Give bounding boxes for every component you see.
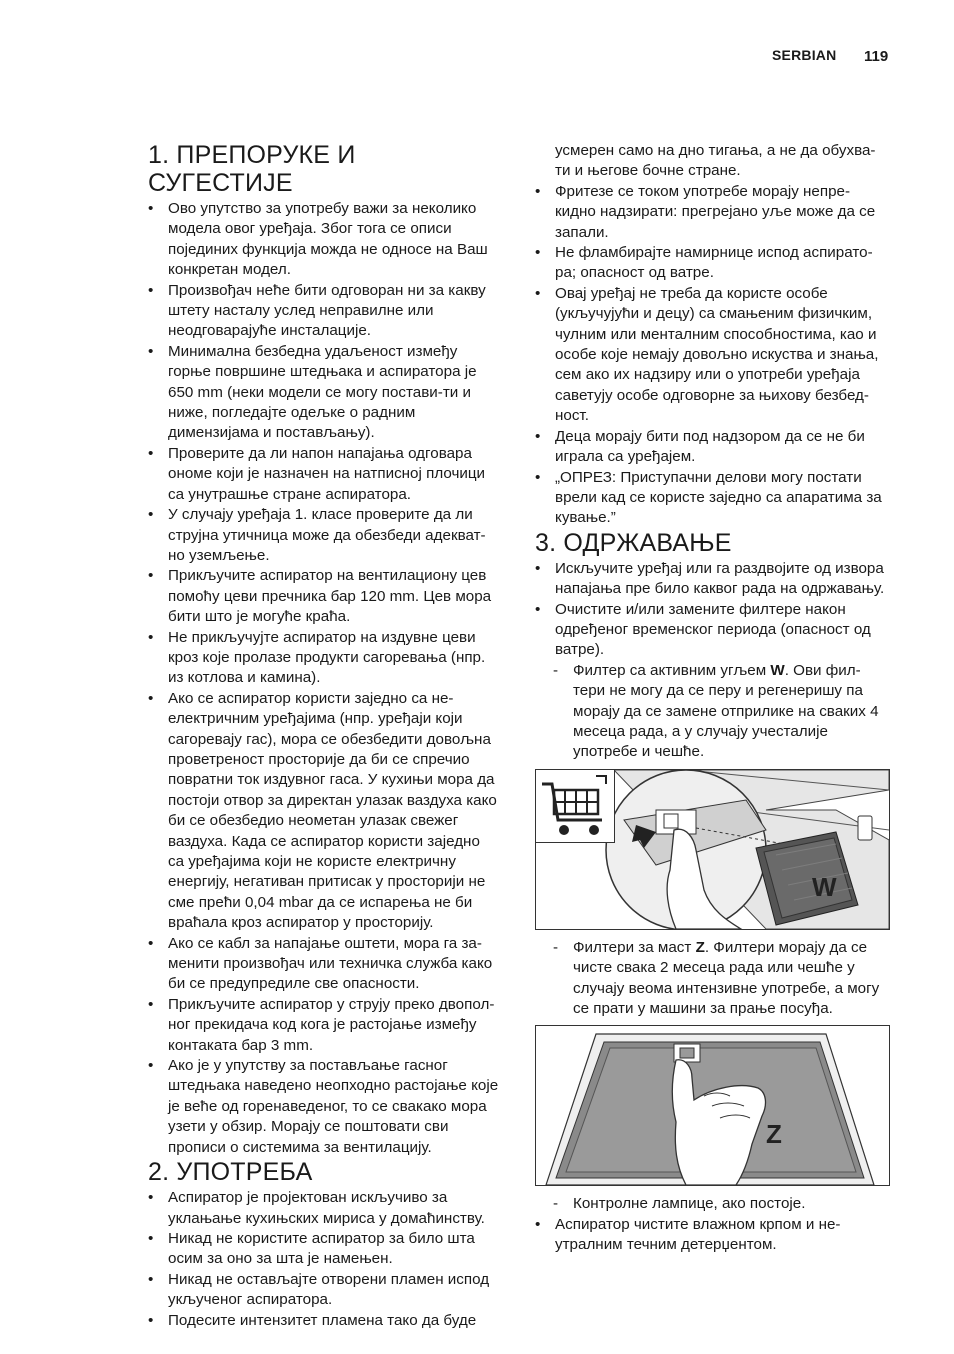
right-column	[535, 141, 890, 1256]
list-item: • Деца морају бити под надзором да се не би играла са уређајем.	[535, 427, 890, 468]
list-item: • Аспиратор чистите влажном крпом и не-утралним течним детерџентом.	[535, 1215, 890, 1256]
list-item: • „ОПРЕЗ: Приступачни делови могу постати врели кад се користе заједно са апаратима за кување.”	[535, 468, 890, 529]
section-2-list-continued	[535, 141, 890, 529]
page-number: 119	[864, 48, 889, 65]
list-item: • Искључите уређај или га раздвојите од извора напајања пре било каквог рада на одржавању.	[535, 559, 890, 600]
filter-code: Z	[695, 938, 705, 956]
left-column	[148, 141, 500, 1331]
section-3-dash-list-3	[535, 1194, 890, 1214]
section-3-title: 3. ОДРЖАВАЊЕ	[535, 528, 732, 557]
dash-item-carbon-filter	[535, 661, 890, 763]
section-2-list	[148, 1188, 500, 1331]
section-3-list	[535, 559, 890, 661]
dash-text: . Филтери морају да се чисте свака 2 месеца рада или чешће у случају веома интензивне употребе, а могу се прати у машини за прање посуђа.	[573, 938, 880, 1017]
list-item: • У случају уређаја 1. класе проверите да ли струјна утичница може да обезбеди адекват-но уземљење.	[148, 505, 500, 566]
filter-code: W	[770, 661, 785, 679]
carbon-filter-figure	[535, 769, 890, 930]
filter-label-z: Z	[766, 1119, 782, 1150]
list-item: • Аспиратор је пројектован искључиво за уклањање кухињских мириса у домаћинству.	[148, 1188, 500, 1229]
list-item: • Прикључите аспиратор у струју преко двопол-ног прекидача код кога је растојање између контаката бар 3 mm.	[148, 995, 500, 1056]
dash-text: Филтер са активним угљем	[573, 661, 771, 679]
list-item: • Минимална безбедна удаљеност између горње површине штедњака и аспиратора је 650 mm (неки модели се могу постави-ти и ниже, погледајте одељке о радним димензијама и постављању).	[148, 342, 500, 444]
list-item: • Ово упутство за употребу важи за неколико модела овог уређаја. Због тога се описи појединих функција можда не односе на Ваш конкретан модел.	[148, 199, 500, 281]
section-3-dash-list-1	[535, 661, 890, 763]
list-item: • Не фламбирајте намирнице испод аспирато-ра; опасност од ватре.	[535, 243, 890, 284]
list-item: • Ако је у упутству за постављање гасног штедњака наведено неопходно растојање које је веће од горенаведеног, то се свакако мора узети у обзир. Морају се поштовати сви прописи о системима за вентилацију.	[148, 1056, 500, 1158]
filter-label-w: W	[812, 871, 837, 902]
dash-item-lamps: - Контролне лампице, ако постоје.	[535, 1194, 890, 1214]
list-item: • Не прикључујте аспиратор на издувне цеви кроз које пролазе продукти сагоревања (нпр. из котлова и камина).	[148, 628, 500, 689]
list-item: • Очистите и/или замените филтере након одређеног временског периода (опасност од ватре).	[535, 600, 890, 661]
list-item: • Прикључите аспиратор на вентилациону цев помоћу цеви пречника бар 120 mm. Цев мора бити што је могуће краћа.	[148, 566, 500, 627]
grease-filter-figure	[535, 1025, 890, 1186]
list-item: • Овај уређај не треба да користе особе (укључујући и децу) са смањеним физичким, чулним или менталним способностима, као и особе које немају довољно искуства и знања, сем ако их надзиру или о употреби уређаја саветују особе одговорне за њихову безбед-ност.	[535, 284, 890, 427]
dash-text: . Ови фил-тери не могу да се перу и регенеришу па морају да се замене отприлике на сваких 4 месеца рада, а у случају учесталије употребе и чешће.	[573, 661, 879, 761]
list-item: • Фритезе се током употребе морају непре-кидно надзирати: прегрејано уље може да се запали.	[535, 182, 890, 243]
list-item: • Никад не остављајте отворени пламен испод укљученог аспиратора.	[148, 1270, 500, 1311]
list-item-continuation: усмерен само на дно тигања, а не да обухва-ти и његове бочне стране.	[555, 142, 876, 180]
list-item: • Подесите интензитет пламена тако да буде	[148, 1311, 500, 1331]
list-item: • Никад не користите аспиратор за било шта осим за оно за шта је намењен.	[148, 1229, 500, 1270]
section-3-list-final	[535, 1215, 890, 1256]
section-2-title: 2. УПОТРЕБА	[148, 1158, 313, 1187]
section-1-title: 1. ПРЕПОРУКЕ И СУГЕСТИЈЕ	[148, 141, 356, 197]
list-item: • Проверите да ли напон напајања одговара ономе који је назначен на натписној плочици са унутрашње стране аспиратора.	[148, 444, 500, 505]
header-language: SERBIAN	[772, 47, 837, 63]
shopping-cart-icon	[536, 770, 615, 843]
grease-filter-illustration	[536, 1026, 889, 1185]
list-item: • Произвођач неће бити одговоран ни за какву штету насталу услед неправилне или неодговарајуће инсталације.	[148, 281, 500, 342]
section-3-dash-list-2	[535, 938, 890, 1020]
dash-text: Филтери за маст	[573, 938, 696, 956]
list-item: • Ако се аспиратор користи заједно са не-електричним уређајима (нпр. уређаји који сагоревају гас), мора се обезбедити довољна проветреност просторије да би се спречио повратни ток издувног гаса. У кухињи мора да постоји отвор за директан улазак ваздуха како би се обезбедио неометан улазак свежег ваздуха. Када се аспиратор користи заједно са уређајима који не користе електричну енергију, негативан притисак у просторији не сме прећи 0,04 mbar да се испарења не би враћала кроз аспиратор у просторију.	[148, 689, 500, 934]
section-1-list	[148, 199, 500, 1158]
dash-item-grease-filter	[535, 938, 890, 1020]
list-item: • Ако се кабл за напајање оштети, мора га за-менити произвођач или техничка служба како би се предупредиле све опасности.	[148, 934, 500, 995]
